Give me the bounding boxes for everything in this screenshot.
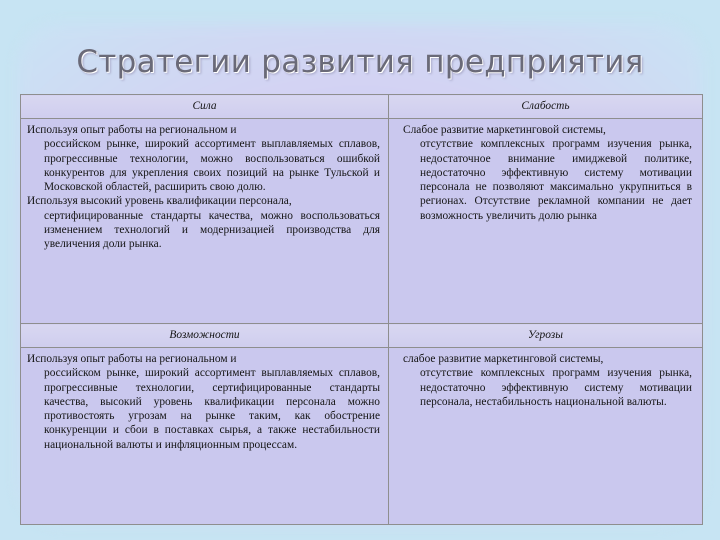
weaknesses-paragraph: [403, 123, 692, 223]
strengths-p2-lead: Используя высокий уровень квалификации персонала,: [27, 195, 292, 208]
opportunities-paragraph: [27, 352, 380, 452]
opportunities-lead: Используя опыт работы на региональном и: [27, 353, 237, 365]
strengths-header: Сила: [21, 95, 389, 119]
swot-header-row-bottom: [21, 324, 703, 348]
threats-lead: слабое развитие маркетинговой системы,: [403, 353, 604, 365]
threats-cell: [389, 348, 703, 525]
strengths-paragraph-2: [27, 194, 380, 251]
opportunities-cell: [21, 348, 389, 525]
swot-table: [20, 94, 703, 525]
opportunities-header: Возможности: [21, 324, 389, 348]
swot-body-row-top: [21, 119, 703, 324]
swot-header-row-top: [21, 95, 703, 119]
weaknesses-rest: отсутствие комплексных программ изучения рынка, недостаточное внимание имиджевой политике, недостаточно эффективную систему мотивации персонала не позволяют максимально укрупниться в регионах. Отсутствие рекламной компании не дает возможность увеличить долю рынка: [420, 138, 692, 222]
threats-rest: отсутствие комплексных программ изучения рынка, недостаточно эффективную систему мотивации персонала, нестабильность национальной валюты.: [420, 367, 692, 408]
weaknesses-lead: Слабое развитие маркетинговой системы,: [403, 124, 606, 136]
slide-title: Стратегии развития предприятия: [76, 44, 644, 80]
strengths-paragraph-1: [27, 123, 380, 194]
weaknesses-cell: [389, 119, 703, 324]
opportunities-rest: российском рынке, широкий ассортимент выплавляемых сплавов, прогрессивные технологии, сертифицированные стандарты качества, высокий уровень квалификации персонала можно противостоять угрозам на рынке таким, как обострение конкуренции и сбои в поставках сырья, а также нестабильности национальной валюты и инфляционным процессам.: [44, 367, 380, 451]
threats-paragraph: [403, 352, 692, 409]
strengths-p2-rest: сертифицированные стандарты качества, можно воспользоваться изменением технологий и модернизацией производства для увеличения доли рынка.: [44, 209, 380, 251]
swot-body-row-bottom: [21, 348, 703, 525]
strengths-cell: [21, 119, 389, 324]
strengths-p1-lead: Используя опыт работы на региональном и: [27, 124, 237, 136]
strengths-p1-rest: российском рынке, широкий ассортимент выплавляемых сплавов, прогрессивные технологии, можно воспользоваться ошибкой конкурентов для укрепления своих позиций на рынке Тульской и Московской областей, расширить свою долю.: [44, 138, 380, 194]
threats-header: Угрозы: [389, 324, 703, 348]
weaknesses-header: Слабость: [389, 95, 703, 119]
